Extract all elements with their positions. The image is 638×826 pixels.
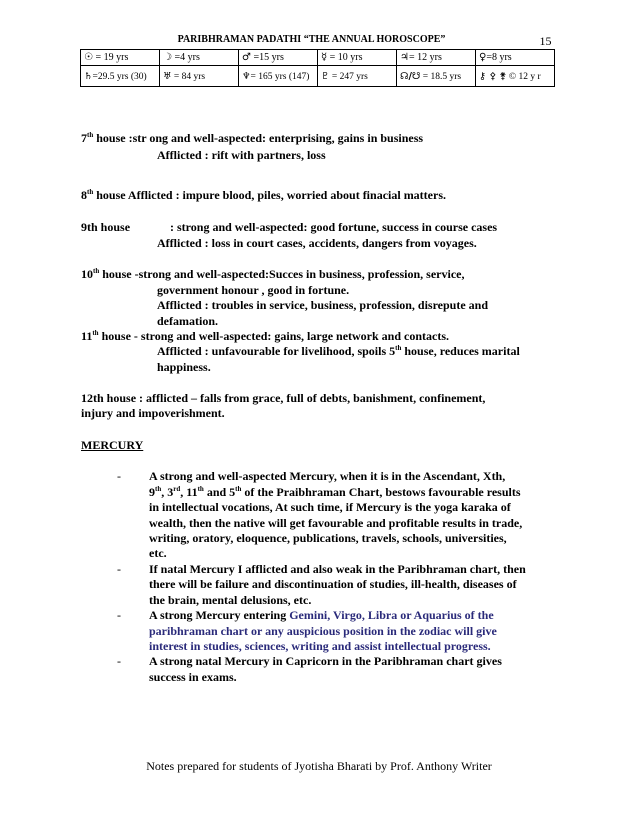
period-cell xyxy=(318,66,397,87)
mercury-point4-line1: A strong natal Mercury in Capricorn in the Paribhraman chart gives xyxy=(149,654,502,668)
planet-glyph-icon: ♄ xyxy=(84,70,93,82)
period-text: =4 yrs xyxy=(171,52,200,63)
planet-glyph-icon: ♂ xyxy=(242,52,251,63)
mercury-point2-line3: the brain, mental delusions, etc. xyxy=(149,593,312,607)
house10-line3: Afflicted : troubles in service, business, profession, disrepute and xyxy=(157,298,489,312)
planet-glyph-icon: ⚷ ⚴ ⚵ xyxy=(479,70,507,82)
bullet-dash-1: - xyxy=(117,469,121,483)
period-cell xyxy=(397,50,476,66)
page-number: 15 xyxy=(539,33,552,48)
house10-line4: defamation. xyxy=(157,314,218,328)
mercury-point2-line2: there will be failure and discontinuation of studies, ill-health, diseases of xyxy=(149,577,517,591)
mercury-point1-line2: 9th, 3rd, 11th and 5th of the Praibhraman Chart, bestows favourable results xyxy=(149,485,521,499)
house12-line2: injury and impoverishment. xyxy=(81,406,225,420)
mercury-point1-line3: in intellectual vocations, At such time, if Mercury is the yoga karaka of xyxy=(149,500,511,514)
period-cell xyxy=(160,66,239,87)
house8-line1: 8th house Afflicted : impure blood, piles, worried about finacial matters. xyxy=(81,188,446,202)
planet-glyph-icon: ♇ xyxy=(321,70,330,82)
house9-line2: Afflicted : loss in court cases, accidents, dangers from voyages. xyxy=(157,236,477,250)
bullet-dash-4: - xyxy=(117,654,121,668)
planet-glyph-icon: ♅ xyxy=(163,70,172,82)
house10-line2: government honour , good in fortune. xyxy=(157,283,350,297)
house7-line2: Afflicted : rift with partners, loss xyxy=(157,148,326,162)
house11-line2: Afflicted : unfavourable for livelihood, spoils 5th house, reduces marital xyxy=(157,344,520,358)
house9-line1: : strong and well-aspected: good fortune, success in course cases xyxy=(170,220,498,234)
period-text: =8 yrs xyxy=(486,52,512,63)
period-text: = 247 yrs xyxy=(329,71,368,82)
period-text: = 165 yrs (147) xyxy=(250,71,310,82)
mercury-point1-line6: etc. xyxy=(149,546,167,560)
mercury-point1-line1: A strong and well-aspected Mercury, when it is in the Ascendant, Xth, xyxy=(149,469,506,483)
period-cell xyxy=(239,66,318,87)
header-table xyxy=(80,33,555,87)
period-cell xyxy=(476,50,555,66)
period-cell xyxy=(476,66,555,87)
planet-glyph-icon: ♆ xyxy=(242,70,251,82)
period-text: = 19 yrs xyxy=(92,52,129,63)
header-title-cell xyxy=(81,33,555,50)
house10-line1: 10th house -strong and well-aspected:Succes in business, profession, service, xyxy=(81,267,465,281)
house9-label: 9th house xyxy=(81,220,131,234)
period-text: = 84 yrs xyxy=(171,71,206,82)
header-title: PARIBHRAMAN PADATHI “THE ANNUAL HOROSCOPE” xyxy=(177,33,446,45)
bullet-dash-2: - xyxy=(117,562,121,576)
mercury-point1-line5: writing, oratory, eloquence, publications, travels, schools, universities, xyxy=(149,531,507,545)
period-text: = 18.5 yrs xyxy=(420,71,462,82)
period-text: © 12 y r xyxy=(506,71,541,82)
mercury-point3-line3: interest in studies, sciences, writing and assist intellectual progress. xyxy=(149,639,491,653)
planet-glyph-icon: ♃ xyxy=(400,52,409,63)
house11-line3: happiness. xyxy=(157,360,211,374)
house12-line1: 12th house : afflicted – falls from grace, full of debts, banishment, confinement, xyxy=(81,391,486,405)
planet-glyph-icon: ☿ xyxy=(321,52,328,63)
planet-glyph-icon: ☊/☋ xyxy=(400,70,421,82)
mercury-point4-line2: success in exams. xyxy=(149,670,237,684)
bullet-dash-3: - xyxy=(117,608,121,622)
period-cell xyxy=(397,66,476,87)
house11-line1: 11th house - strong and well-aspected: gains, large network and contacts. xyxy=(81,329,450,343)
period-cell xyxy=(239,50,318,66)
period-text: = 10 yrs xyxy=(327,52,363,63)
house7-line1: 7th house :str ong and well-aspected: enterprising, gains in business xyxy=(81,131,424,145)
period-cell xyxy=(81,66,160,87)
mercury-heading: MERCURY xyxy=(81,438,144,452)
mercury-point3-line2: paribhraman chart or any auspicious position in the zodiac will give xyxy=(149,624,497,638)
planet-glyph-icon: ☉ xyxy=(84,52,93,63)
period-text: = 12 yrs xyxy=(408,52,442,63)
mercury-point1-line4: wealth, then the native will get favourable and profitable results in trade, xyxy=(149,516,523,530)
header-row-periods-1 xyxy=(81,50,555,66)
mercury-point3-line1: A strong Mercury entering Gemini, Virgo, Libra or Aquarius of the xyxy=(149,608,494,622)
mercury-point2-line1: If natal Mercury I afflicted and also weak in the Paribhraman chart, then xyxy=(149,562,526,576)
header-row-periods-2 xyxy=(81,66,555,87)
period-cell xyxy=(318,50,397,66)
planet-glyph-icon: ♀ xyxy=(479,52,487,63)
page-footer: Notes prepared for students of Jyotisha Bharati by Prof. Anthony Writer xyxy=(146,759,492,773)
period-text: =29.5 yrs (30) xyxy=(92,71,147,82)
planet-glyph-icon: ☽ xyxy=(163,52,172,63)
period-text: =15 yrs xyxy=(250,52,284,63)
period-cell xyxy=(81,50,160,66)
period-cell xyxy=(160,50,239,66)
